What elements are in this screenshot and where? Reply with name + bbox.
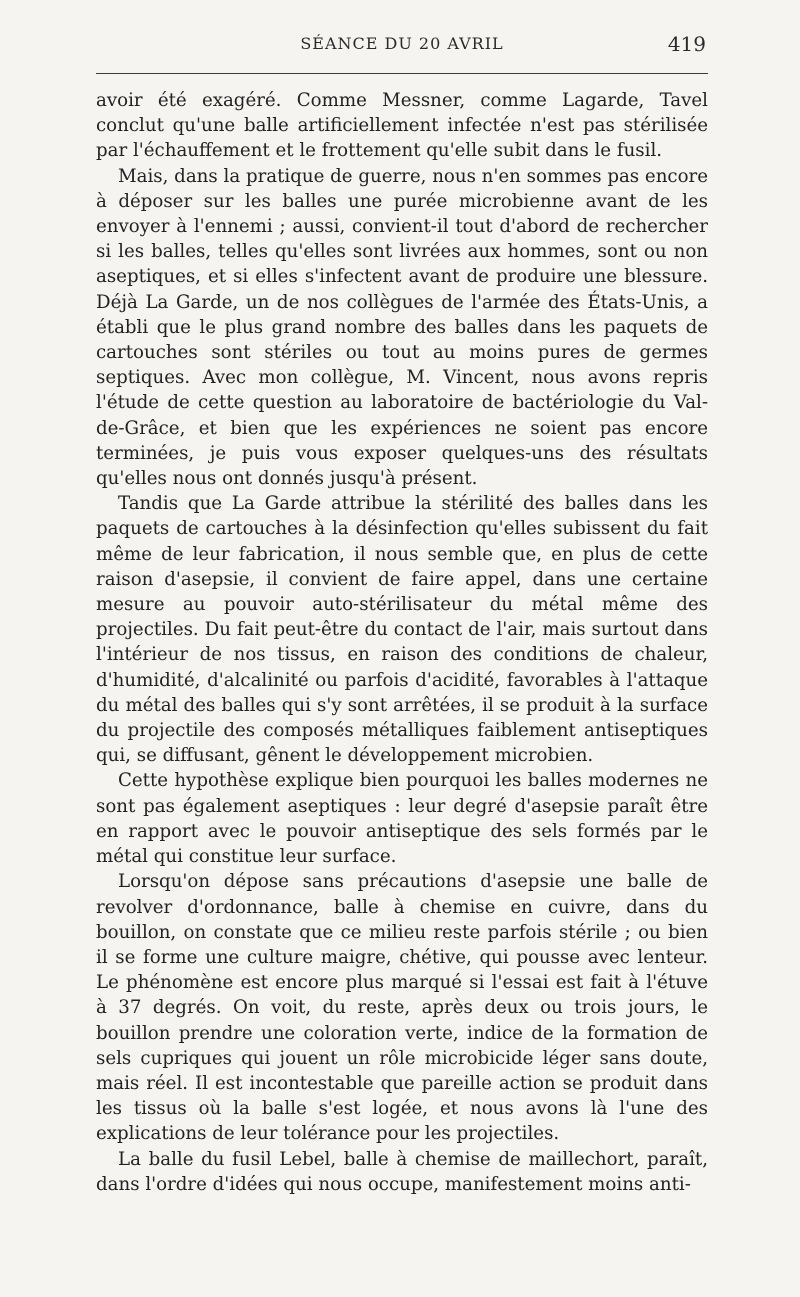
paragraph: Cette hypothèse explique bien pourquoi les balles modernes ne sont pas également aseptiques : leur degré d'asepsie paraît être en rapport avec le pouvoir antiseptique des sels formés par le métal qui constitue leur surface. [96,770,708,868]
body-text [96,88,708,1197]
page-number: 419 [667,32,706,56]
header-rule [96,73,708,74]
paragraph: La balle du fusil Lebel, balle à chemise de maillechort, paraît, dans l'ordre d'idées qui nous occupe, manifestement moins anti- [96,1148,708,1195]
paragraph: Tandis que La Garde attribue la stérilité des balles dans les paquets de cartouches à la désinfection qu'elles subissent du fait même de leur fabrication, il nous semble que, en plus de cette raison d'asepsie, il convient de faire appel, dans une certaine mesure au pouvoir auto-stérilisateur du métal même des projectiles. Du fait peut-être du contact de l'air, mais surtout dans l'intérieur de nos tissus, en raison des conditions de chaleur, d'humidité, d'alcalinité ou parfois d'acidité, favorables à l'attaque du métal des balles qui s'y sont arrêtées, il se produit à la surface du projectile des composés métalliques faiblement antiseptiques qui, se diffusant, gênent le développement microbien. [96,493,708,767]
paragraph: Lorsqu'on dépose sans précautions d'asepsie une balle de revolver d'ordonnance, balle à chemise en cuivre, dans du bouillon, on constate que ce milieu reste parfois stérile ; ou bien il se forme une culture maigre, chétive, qui pousse avec lenteur. Le phénomène est encore plus marqué si l'essai est fait à l'étuve à 37 degrés. On voit, du reste, après deux ou trois jours, le bouillon prendre une coloration verte, indice de la formation de sels cupriques qui jouent un rôle microbicide léger sans doute, mais réel. Il est incontestable que pareille action se produit dans les tissus où la balle s'est logée, et nous avons là l'une des explications de leur tolérance pour les projectiles. [96,871,708,1145]
running-title: SÉANCE DU 20 AVRIL [300,34,504,53]
paragraph: Mais, dans la pratique de guerre, nous n'en sommes pas encore à déposer sur les balles une purée microbienne avant de les envoyer à l'ennemi ; aussi, convient-il tout d'abord de rechercher si les balles, telles qu'elles sont livrées aux hommes, sont ou non aseptiques, et si elles s'infectent avant de produire une blessure. Déjà La Garde, un de nos collègues de l'armée des États-Unis, a établi que le plus grand nombre des balles dans les paquets de cartouches sont stériles ou tout au moins pures de germes septiques. Avec mon collègue, M. Vincent, nous avons repris l'étude de cette question au laboratoire de bactériologie du Val-de-Grâce, et bien que les expériences ne soient pas encore terminées, je puis vous exposer quelques-uns des résultats qu'elles nous ont donnés jusqu'à présent. [96,165,708,490]
paragraph: avoir été exagéré. Comme Messner, comme Lagarde, Tavel conclut qu'une balle artificiellement infectée n'est pas stérilisée par l'échauffement et le frottement qu'elle subit dans le fusil. [96,90,708,162]
page-header [96,34,708,60]
